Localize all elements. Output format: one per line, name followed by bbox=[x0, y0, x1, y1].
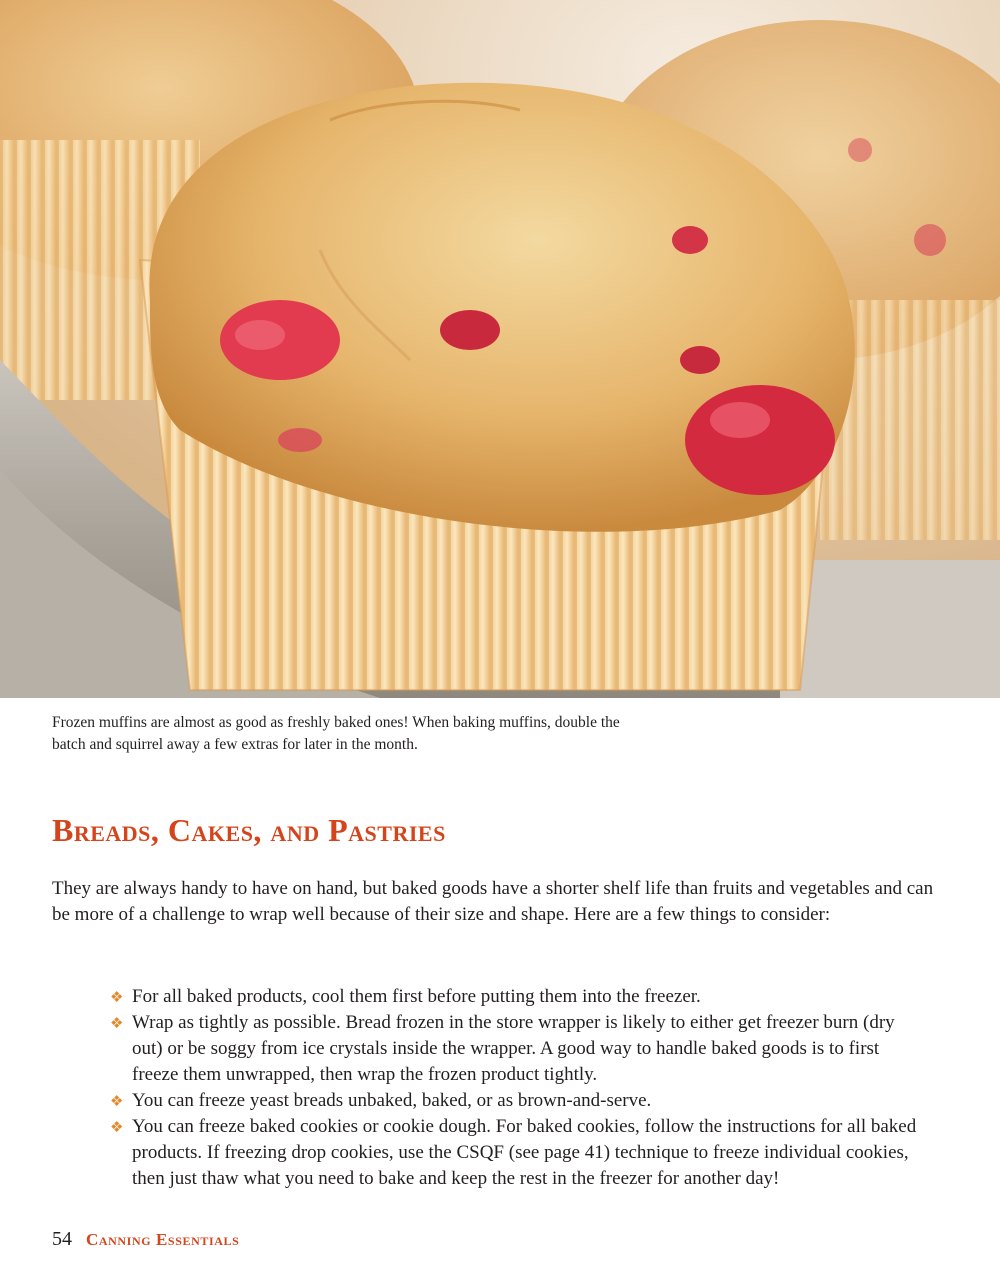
list-item bbox=[110, 984, 918, 1010]
intro-paragraph: They are always handy to have on hand, but baked goods have a shorter shelf life than fruits and vegetables and can be more of a challenge to wrap well because of their size and shape. Here are a few things to consider: bbox=[52, 878, 934, 925]
list-item-text: For all baked products, cool them first before putting them into the freezer. bbox=[132, 986, 701, 1007]
page-footer bbox=[52, 1228, 239, 1251]
diamond-bullet-icon: ❖ bbox=[110, 1092, 124, 1110]
page-number: 54 bbox=[52, 1228, 72, 1250]
list-item-text: You can freeze baked cookies or cookie dough. For baked cookies, follow the instructions for all baked products. If freezing drop cookies, use the CSQF (see page 41) technique to freeze individual cookies, then just thaw what you need to bake and keep the rest in the freezer for another day! bbox=[132, 1116, 917, 1189]
diamond-bullet-icon: ❖ bbox=[110, 1118, 124, 1136]
diamond-bullet-icon: ❖ bbox=[110, 988, 124, 1006]
list-item-text: You can freeze yeast breads unbaked, baked, or as brown-and-serve. bbox=[132, 1090, 652, 1111]
tips-list bbox=[88, 984, 918, 1192]
section-title: Breads, Cakes, and Pastries bbox=[52, 812, 446, 848]
photo-caption: Frozen muffins are almost as good as freshly baked ones! When baking muffins, double the batch and squirrel away a few extras for later in the month. bbox=[52, 714, 620, 753]
list-item bbox=[110, 1088, 918, 1114]
list-item bbox=[110, 1010, 918, 1088]
list-item-text: Wrap as tightly as possible. Bread frozen in the store wrapper is likely to either get freezer burn (dry out) or be soggy from ice crystals inside the wrapper. A good way to handle baked goods is to first freeze them unwrapped, then wrap the frozen product tightly. bbox=[132, 1012, 895, 1085]
diamond-bullet-icon: ❖ bbox=[110, 1014, 124, 1032]
list-item bbox=[110, 1114, 918, 1192]
running-head: Canning Essentials bbox=[86, 1230, 240, 1249]
